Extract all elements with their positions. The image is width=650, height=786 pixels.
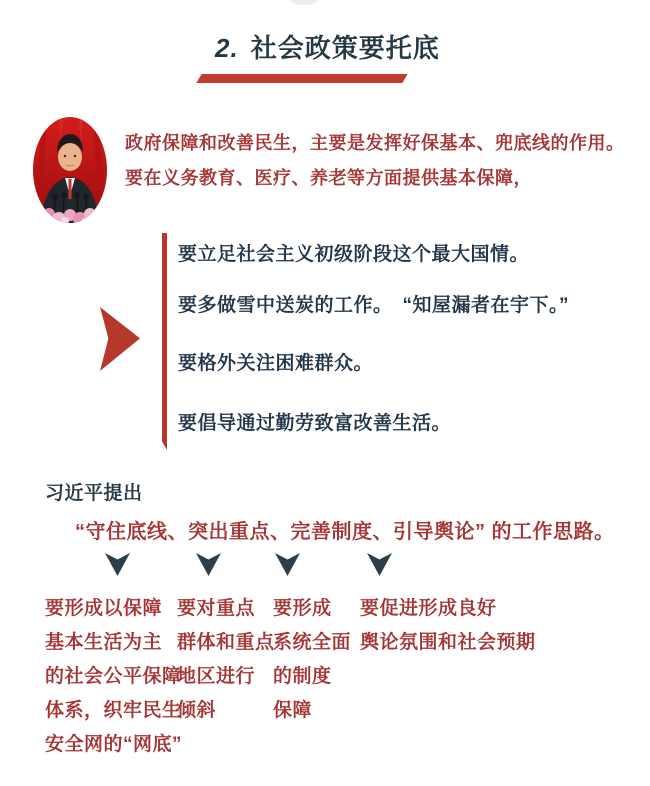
down-arrow-icon <box>105 553 130 576</box>
column-line: 保障 <box>273 700 313 721</box>
column-line: 要促进形成良好 <box>360 598 497 619</box>
xi-jinping-photo <box>33 117 107 223</box>
column-line: 群体和重点 <box>177 632 275 653</box>
page-title-number: 2. <box>215 33 239 63</box>
column-system-guarantee <box>273 592 351 728</box>
right-arrow-icon <box>100 307 140 371</box>
down-arrow-icon <box>367 553 392 576</box>
intro-line-2: 要在义务教育、医疗、养老等方面提供基本保障， <box>125 168 532 188</box>
top-edge-smudge <box>291 0 317 5</box>
down-arrow-icon <box>275 553 300 576</box>
column-line: 要形成以保障 <box>45 598 163 619</box>
column-key-groups <box>177 592 275 728</box>
title-underline-bar <box>196 74 407 83</box>
column-public-opinion <box>360 592 536 660</box>
column-line: 安全网的“网底” <box>45 734 183 755</box>
intro-line-1: 政府保障和改善民生，主要是发挥好保基本、兜底线的作用。 <box>125 133 625 153</box>
point-item: 要格外关注困难群众。 <box>178 353 374 374</box>
proposal-lead: 习近平提出 <box>45 483 143 504</box>
column-line: 舆论氛围和社会预期 <box>360 632 536 653</box>
portrait-illustration <box>33 117 107 223</box>
column-social-security <box>45 592 182 762</box>
down-arrow-icon <box>196 553 221 576</box>
page-title-text: 社会政策要托底 <box>250 33 440 63</box>
vertical-divider-line <box>162 233 167 450</box>
column-line: 倾斜 <box>177 700 217 721</box>
column-line: 地区进行 <box>177 666 256 687</box>
point-item: 要立足社会主义初级阶段这个最大国情。 <box>178 244 530 265</box>
column-line: 要形成 <box>273 598 332 619</box>
column-line: 的制度 <box>273 666 332 687</box>
page-title <box>215 28 635 65</box>
column-line: 基本生活为主 <box>45 632 163 653</box>
proposal-quote: “守住底线、突出重点、完善制度、引导舆论” 的工作思路。 <box>75 521 615 543</box>
column-line: 系统全面 <box>273 632 352 653</box>
column-line: 的社会公平保障 <box>45 666 182 687</box>
point-item: 要倡导通过勤劳致富改善生活。 <box>178 413 452 434</box>
column-line: 要对重点 <box>177 598 256 619</box>
point-item: 要多做雪中送炭的工作。 “知屋漏者在宇下。” <box>178 295 570 316</box>
column-line: 体系，织牢民生 <box>45 700 182 721</box>
intro-paragraph <box>125 126 630 196</box>
